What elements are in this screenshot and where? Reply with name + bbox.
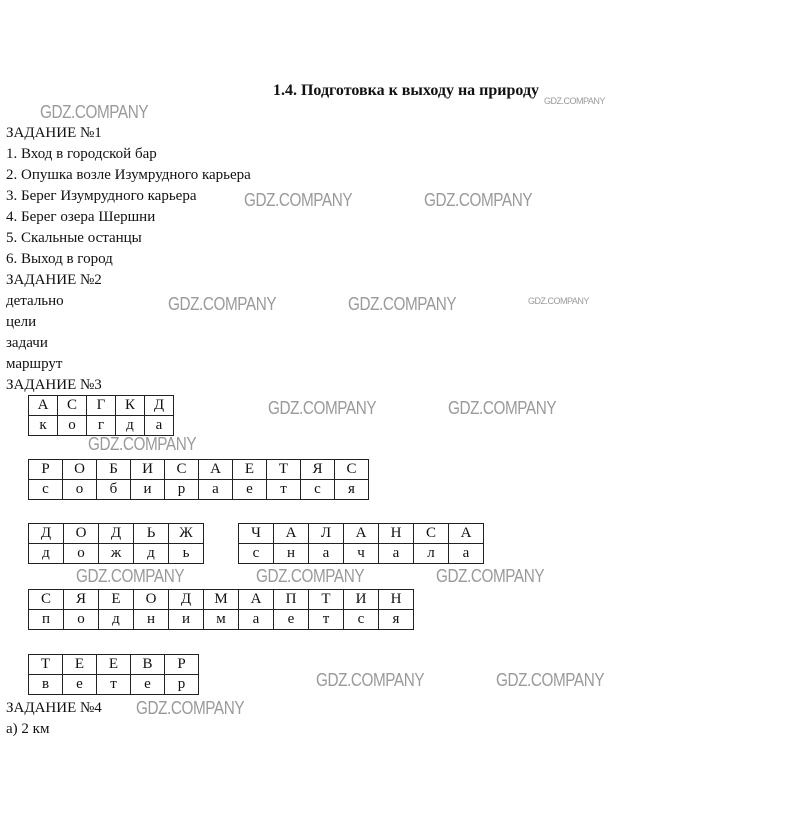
letter-cell: А	[29, 396, 58, 416]
letter-cell: п	[29, 610, 64, 630]
letter-cell: с	[29, 480, 63, 500]
letter-cell: Д	[99, 524, 134, 544]
letter-cell: Я	[64, 590, 99, 610]
watermark: GDZ.COMPANY	[316, 670, 425, 690]
puzzle-row-scrambled	[29, 590, 414, 610]
puzzle-row-answer	[29, 675, 199, 695]
watermark: GDZ.COMPANY	[88, 434, 197, 454]
task3-heading: ЗАДАНИЕ №3	[6, 377, 102, 393]
letter-cell: А	[239, 590, 274, 610]
letter-cell: Ж	[169, 524, 204, 544]
puzzle-row-scrambled	[29, 396, 174, 416]
task1-heading: ЗАДАНИЕ №1	[6, 125, 102, 141]
letter-cell: С	[165, 460, 199, 480]
letter-cell: Т	[29, 655, 63, 675]
letter-cell: г	[87, 416, 116, 436]
letter-cell: Н	[379, 524, 414, 544]
letter-cell: д	[99, 610, 134, 630]
letter-cell: С	[58, 396, 87, 416]
letter-cell: и	[131, 480, 165, 500]
task2-word: детально	[6, 293, 64, 309]
letter-cell: О	[64, 524, 99, 544]
puzzle-row-answer	[29, 610, 414, 630]
letter-cell: б	[97, 480, 131, 500]
letter-cell: м	[204, 610, 239, 630]
letter-cell: А	[274, 524, 309, 544]
puzzle-row-answer	[29, 416, 174, 436]
letter-cell: С	[335, 460, 369, 480]
page-title: 1.4. Подготовка к выходу на природу	[272, 82, 540, 99]
letter-cell: Д	[169, 590, 204, 610]
watermark: GDZ.COMPANY	[424, 190, 533, 210]
task4-answer: а) 2 км	[6, 721, 50, 737]
letter-cell: т	[267, 480, 301, 500]
puzzle-grid-2	[28, 459, 369, 500]
letter-cell: С	[29, 590, 64, 610]
watermark: GDZ.COMPANY	[496, 670, 605, 690]
letter-cell: О	[63, 460, 97, 480]
puzzle-row-scrambled	[29, 655, 199, 675]
letter-cell: Д	[145, 396, 174, 416]
letter-cell: а	[309, 544, 344, 564]
letter-cell: о	[64, 544, 99, 564]
watermark: GDZ.COMPANY	[168, 294, 277, 314]
letter-cell: л	[414, 544, 449, 564]
letter-cell: а	[449, 544, 484, 564]
task4-heading: ЗАДАНИЕ №4	[6, 700, 102, 716]
task1-item: 5. Скальные останцы	[6, 230, 142, 246]
watermark: GDZ.COMPANY	[136, 698, 245, 718]
puzzle-row-scrambled	[29, 524, 484, 544]
letter-cell: е	[274, 610, 309, 630]
task2-word: цели	[6, 314, 37, 330]
letter-cell: е	[233, 480, 267, 500]
watermark: GDZ.COMPANY	[76, 566, 185, 586]
letter-cell: а	[145, 416, 174, 436]
letter-cell: р	[165, 675, 199, 695]
puzzle-row-answer	[29, 480, 369, 500]
watermark: GDZ.COMPANY	[348, 294, 457, 314]
letter-cell: А	[449, 524, 484, 544]
puzzle-grid-1	[28, 395, 174, 436]
puzzle-row-scrambled	[29, 460, 369, 480]
letter-cell: Т	[309, 590, 344, 610]
task2-word: задачи	[6, 335, 48, 351]
letter-cell: А	[344, 524, 379, 544]
letter-cell: я	[379, 610, 414, 630]
letter-cell: П	[274, 590, 309, 610]
letter-cell: д	[134, 544, 169, 564]
letter-cell: и	[169, 610, 204, 630]
letter-cell: с	[301, 480, 335, 500]
task1-item: 6. Выход в город	[6, 251, 113, 267]
letter-cell: н	[134, 610, 169, 630]
letter-cell: с	[239, 544, 274, 564]
letter-cell: С	[414, 524, 449, 544]
letter-cell: Е	[99, 590, 134, 610]
letter-cell: Е	[63, 655, 97, 675]
letter-cell: Б	[97, 460, 131, 480]
watermark: GDZ.COMPANY	[528, 296, 589, 306]
task1-item: 4. Берег озера Шершни	[6, 209, 156, 225]
letter-cell: р	[165, 480, 199, 500]
letter-cell: Ч	[239, 524, 274, 544]
letter-cell: Т	[267, 460, 301, 480]
puzzle-grid-5	[28, 654, 199, 695]
watermark: GDZ.COMPANY	[436, 566, 545, 586]
gap-cell	[204, 524, 239, 544]
task2-heading: ЗАДАНИЕ №2	[6, 272, 102, 288]
task1-item: 2. Опушка возле Изумрудного карьера	[6, 167, 251, 183]
letter-cell: И	[344, 590, 379, 610]
puzzle-grid-3	[28, 523, 484, 564]
letter-cell: А	[199, 460, 233, 480]
watermark: GDZ.COMPANY	[256, 566, 365, 586]
letter-cell: В	[131, 655, 165, 675]
letter-cell: д	[29, 544, 64, 564]
letter-cell: К	[116, 396, 145, 416]
letter-cell: д	[116, 416, 145, 436]
letter-cell: Р	[29, 460, 63, 480]
letter-cell: Л	[309, 524, 344, 544]
puzzle-row-answer	[29, 544, 484, 564]
task2-word: маршрут	[6, 356, 63, 372]
letter-cell: Н	[379, 590, 414, 610]
letter-cell: Г	[87, 396, 116, 416]
letter-cell: Д	[29, 524, 64, 544]
letter-cell: т	[309, 610, 344, 630]
watermark: GDZ.COMPANY	[40, 102, 149, 122]
letter-cell: е	[131, 675, 165, 695]
letter-cell: а	[199, 480, 233, 500]
task1-item: 3. Берег Изумрудного карьера	[6, 188, 197, 204]
letter-cell: а	[379, 544, 414, 564]
watermark: GDZ.COMPANY	[268, 398, 377, 418]
letter-cell: И	[131, 460, 165, 480]
letter-cell: Я	[301, 460, 335, 480]
letter-cell: ж	[99, 544, 134, 564]
watermark: GDZ.COMPANY	[544, 96, 605, 106]
letter-cell: ч	[344, 544, 379, 564]
watermark: GDZ.COMPANY	[244, 190, 353, 210]
letter-cell: о	[63, 480, 97, 500]
letter-cell: ь	[169, 544, 204, 564]
letter-cell: М	[204, 590, 239, 610]
letter-cell: Ь	[134, 524, 169, 544]
letter-cell: т	[97, 675, 131, 695]
watermark: GDZ.COMPANY	[448, 398, 557, 418]
letter-cell: в	[29, 675, 63, 695]
puzzle-grid-4	[28, 589, 414, 630]
letter-cell: н	[274, 544, 309, 564]
task1-item: 1. Вход в городской бар	[6, 146, 157, 162]
letter-cell: к	[29, 416, 58, 436]
letter-cell: Р	[165, 655, 199, 675]
letter-cell: о	[64, 610, 99, 630]
letter-cell: я	[335, 480, 369, 500]
letter-cell: е	[63, 675, 97, 695]
letter-cell: с	[344, 610, 379, 630]
letter-cell: а	[239, 610, 274, 630]
letter-cell: о	[58, 416, 87, 436]
letter-cell: Е	[97, 655, 131, 675]
gap-cell	[204, 544, 239, 564]
letter-cell: О	[134, 590, 169, 610]
letter-cell: Е	[233, 460, 267, 480]
